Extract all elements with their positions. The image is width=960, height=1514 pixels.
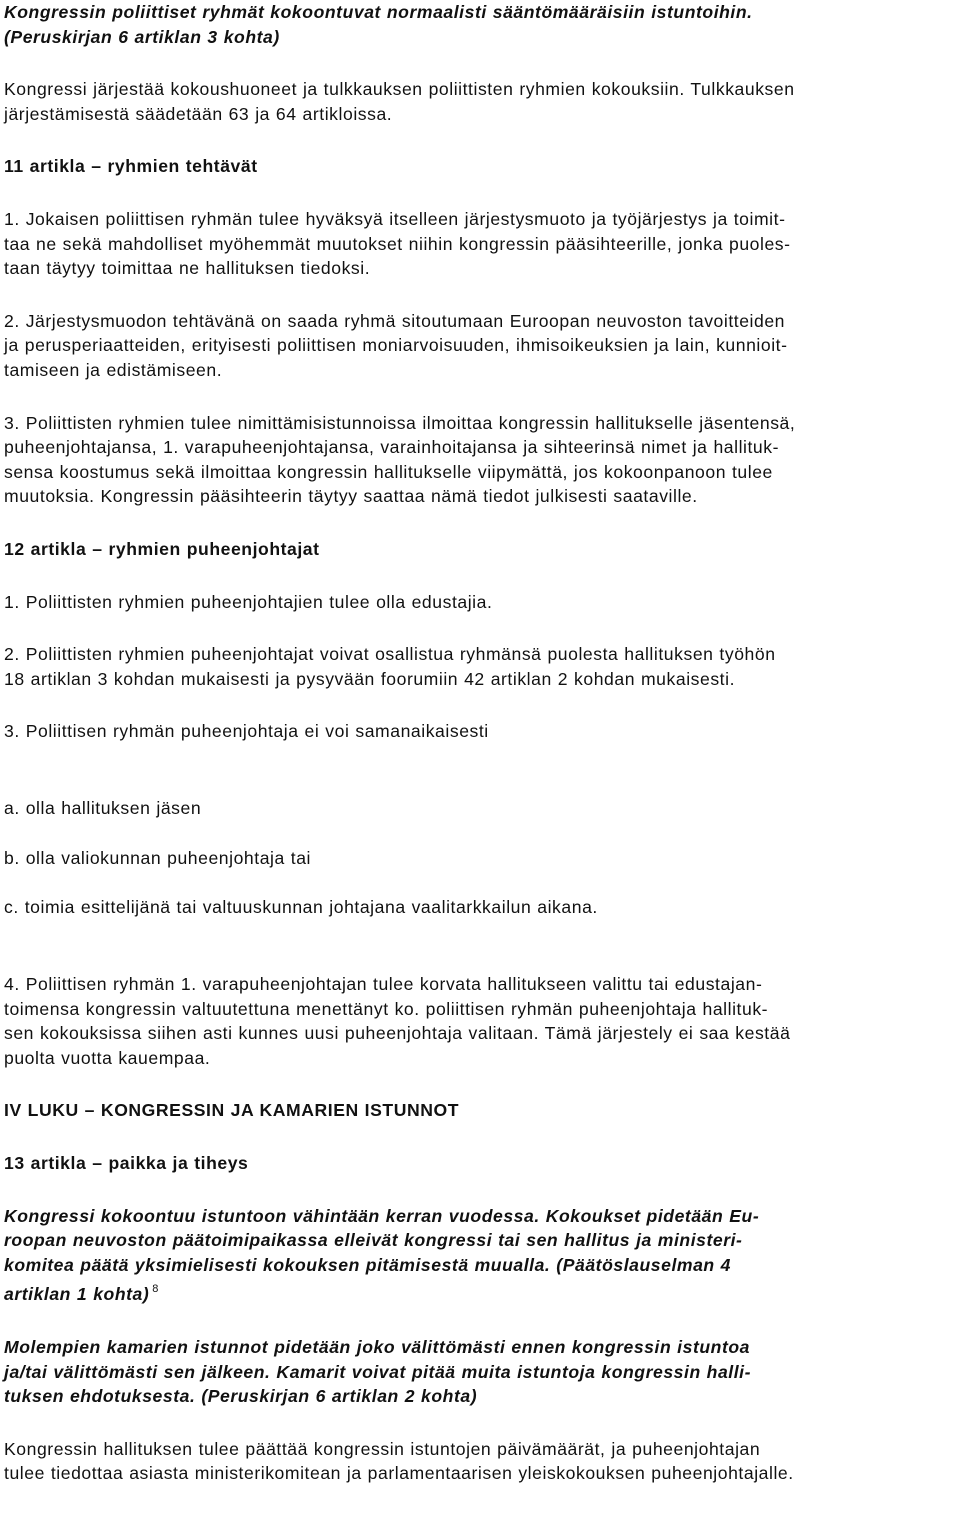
article-13-paragraph-last: Kongressin hallituksen tulee päättää kongressin istuntojen päivämäärät, ja puheenjohtajan tulee tiedottaa asiasta ministerikomitean ja parlamentaarisen yleiskokouksen puheenjohtajalle. (4, 1438, 794, 1484)
article-12-heading: 12 artikla – ryhmien puheenjohtajat (4, 538, 320, 559)
article-13-heading: 13 artikla – paikka ja tiheys (4, 1153, 249, 1173)
article-12-list (4, 772, 956, 944)
article-13-italic-paragraph-2: Molempien kamarien istunnot pidetään joko välittömästi ennen kongressin istuntoa ja/tai välittömästi sen jälkeen. Kamarit voivat pitää muita istuntoja kongressin halli- tuksen ehdotuksesta. (Peruskirjan 6 artiklan 2 kohta) (4, 1336, 752, 1407)
article-11-paragraph-1: 1. Jokaisen poliittisen ryhmän tulee hyväksyä itselleen järjestysmuoto ja työjärjestys ja toimit- taa ne sekä mahdolliset myöhemmät muutokset niihin kongressin pääsihteerille, jonka puoles- taan täytyy toimittaa ne hallituksen tiedoksi. (4, 208, 791, 279)
document-page (4, 0, 956, 1514)
article-11-heading: 11 artikla – ryhmien tehtävät (4, 156, 258, 177)
chapter-4-heading: IV LUKU – KONGRESSIN JA KAMARIEN ISTUNNOT (4, 1100, 459, 1121)
article-11-paragraph-2: 2. Järjestysmuodon tehtävänä on saada ryhmä sitoutumaan Euroopan neuvoston tavoitteiden ja perusperiaatteiden, erityisesti poliittisen moniarvoisuuden, ihmisoikeuksien ja lain, kunnioit- tamiseen ja edistämiseen. (4, 310, 788, 380)
article-11-paragraph-3: 3. Poliittisten ryhmien tulee nimittämisistunnoissa ilmoittaa kongressin hallitukselle jäsentensä, puheenjohtajansa, 1. varapuheenjohtajansa, varainhoitajansa ja sihteerinsä nimet ja hallituk- sensa koostumus sekä ilmoittaa kongressin hallitukselle viipymättä, jos kokoonpanoon tulee muutoksia. Kongressin pääsihteerin täytyy saattaa nämä tiedot julkisesti saataville. (4, 412, 796, 507)
list-item: b. olla valiokunnan puheenjohtaja tai (4, 847, 312, 868)
list-item: c. toimia esittelijänä tai valtuuskunnan johtajana vaalitarkkailun aikana. (4, 896, 598, 917)
intro-paragraph: Kongressi järjestää kokoushuoneet ja tulkkauksen poliittisten ryhmien kokouksiin. Tulkkauksen järjestämisestä säädetään 63 ja 64 artikloissa. (4, 79, 795, 124)
article-12-paragraph-3: 3. Poliittisen ryhmän puheenjohtaja ei voi samanaikaisesti (4, 721, 489, 742)
list-item: a. olla hallituksen jäsen (4, 798, 202, 819)
intro-italic-paragraph: Kongressin poliittiset ryhmät kokoontuvat normaalisti sääntömääräisiin istuntoihin. (Peruskirjan 6 artiklan 3 kohta) (4, 2, 753, 47)
article-12-paragraph-1: 1. Poliittisten ryhmien puheenjohtajien tulee olla edustajia. (4, 591, 493, 612)
article-12-paragraph-2: 2. Poliittisten ryhmien puheenjohtajat voivat osallistua ryhmänsä puolesta hallituksen työhön 18 artiklan 3 kohdan mukaisesti ja pysyvään foorumiin 42 artiklan 2 kohdan mukaisesti. (4, 644, 776, 689)
article-12-paragraph-4: 4. Poliittisen ryhmän 1. varapuheenjohtajan tulee korvata hallitukseen valittu tai edustajan- toimensa kongressin valtuutettuna menettänyt ko. poliittisen ryhmän puheenjohtaja hallituk- sen kokouksissa siihen asti kunnes uusi puheenjohtaja valitaan. Tämä järjestely ei saa kestää puolta vuotta kauempaa. (4, 974, 791, 1068)
footnote-reference[interactable]: 8 (152, 1283, 159, 1296)
article-13-italic-text-1: Kongressi kokoontuu istuntoon vähintään kerran vuodessa. Kokoukset pidetään Eu- roopan neuvoston päätoimipaikassa elleivät kongressi tai sen hallitus ja ministeri- komitea päätä yksimielisesti kokouksen pitämisestä muualla. (Päätöslauselman 4 artiklan 1 kohta) (4, 1205, 760, 1305)
article-13-italic-paragraph-1 (4, 1204, 956, 1307)
